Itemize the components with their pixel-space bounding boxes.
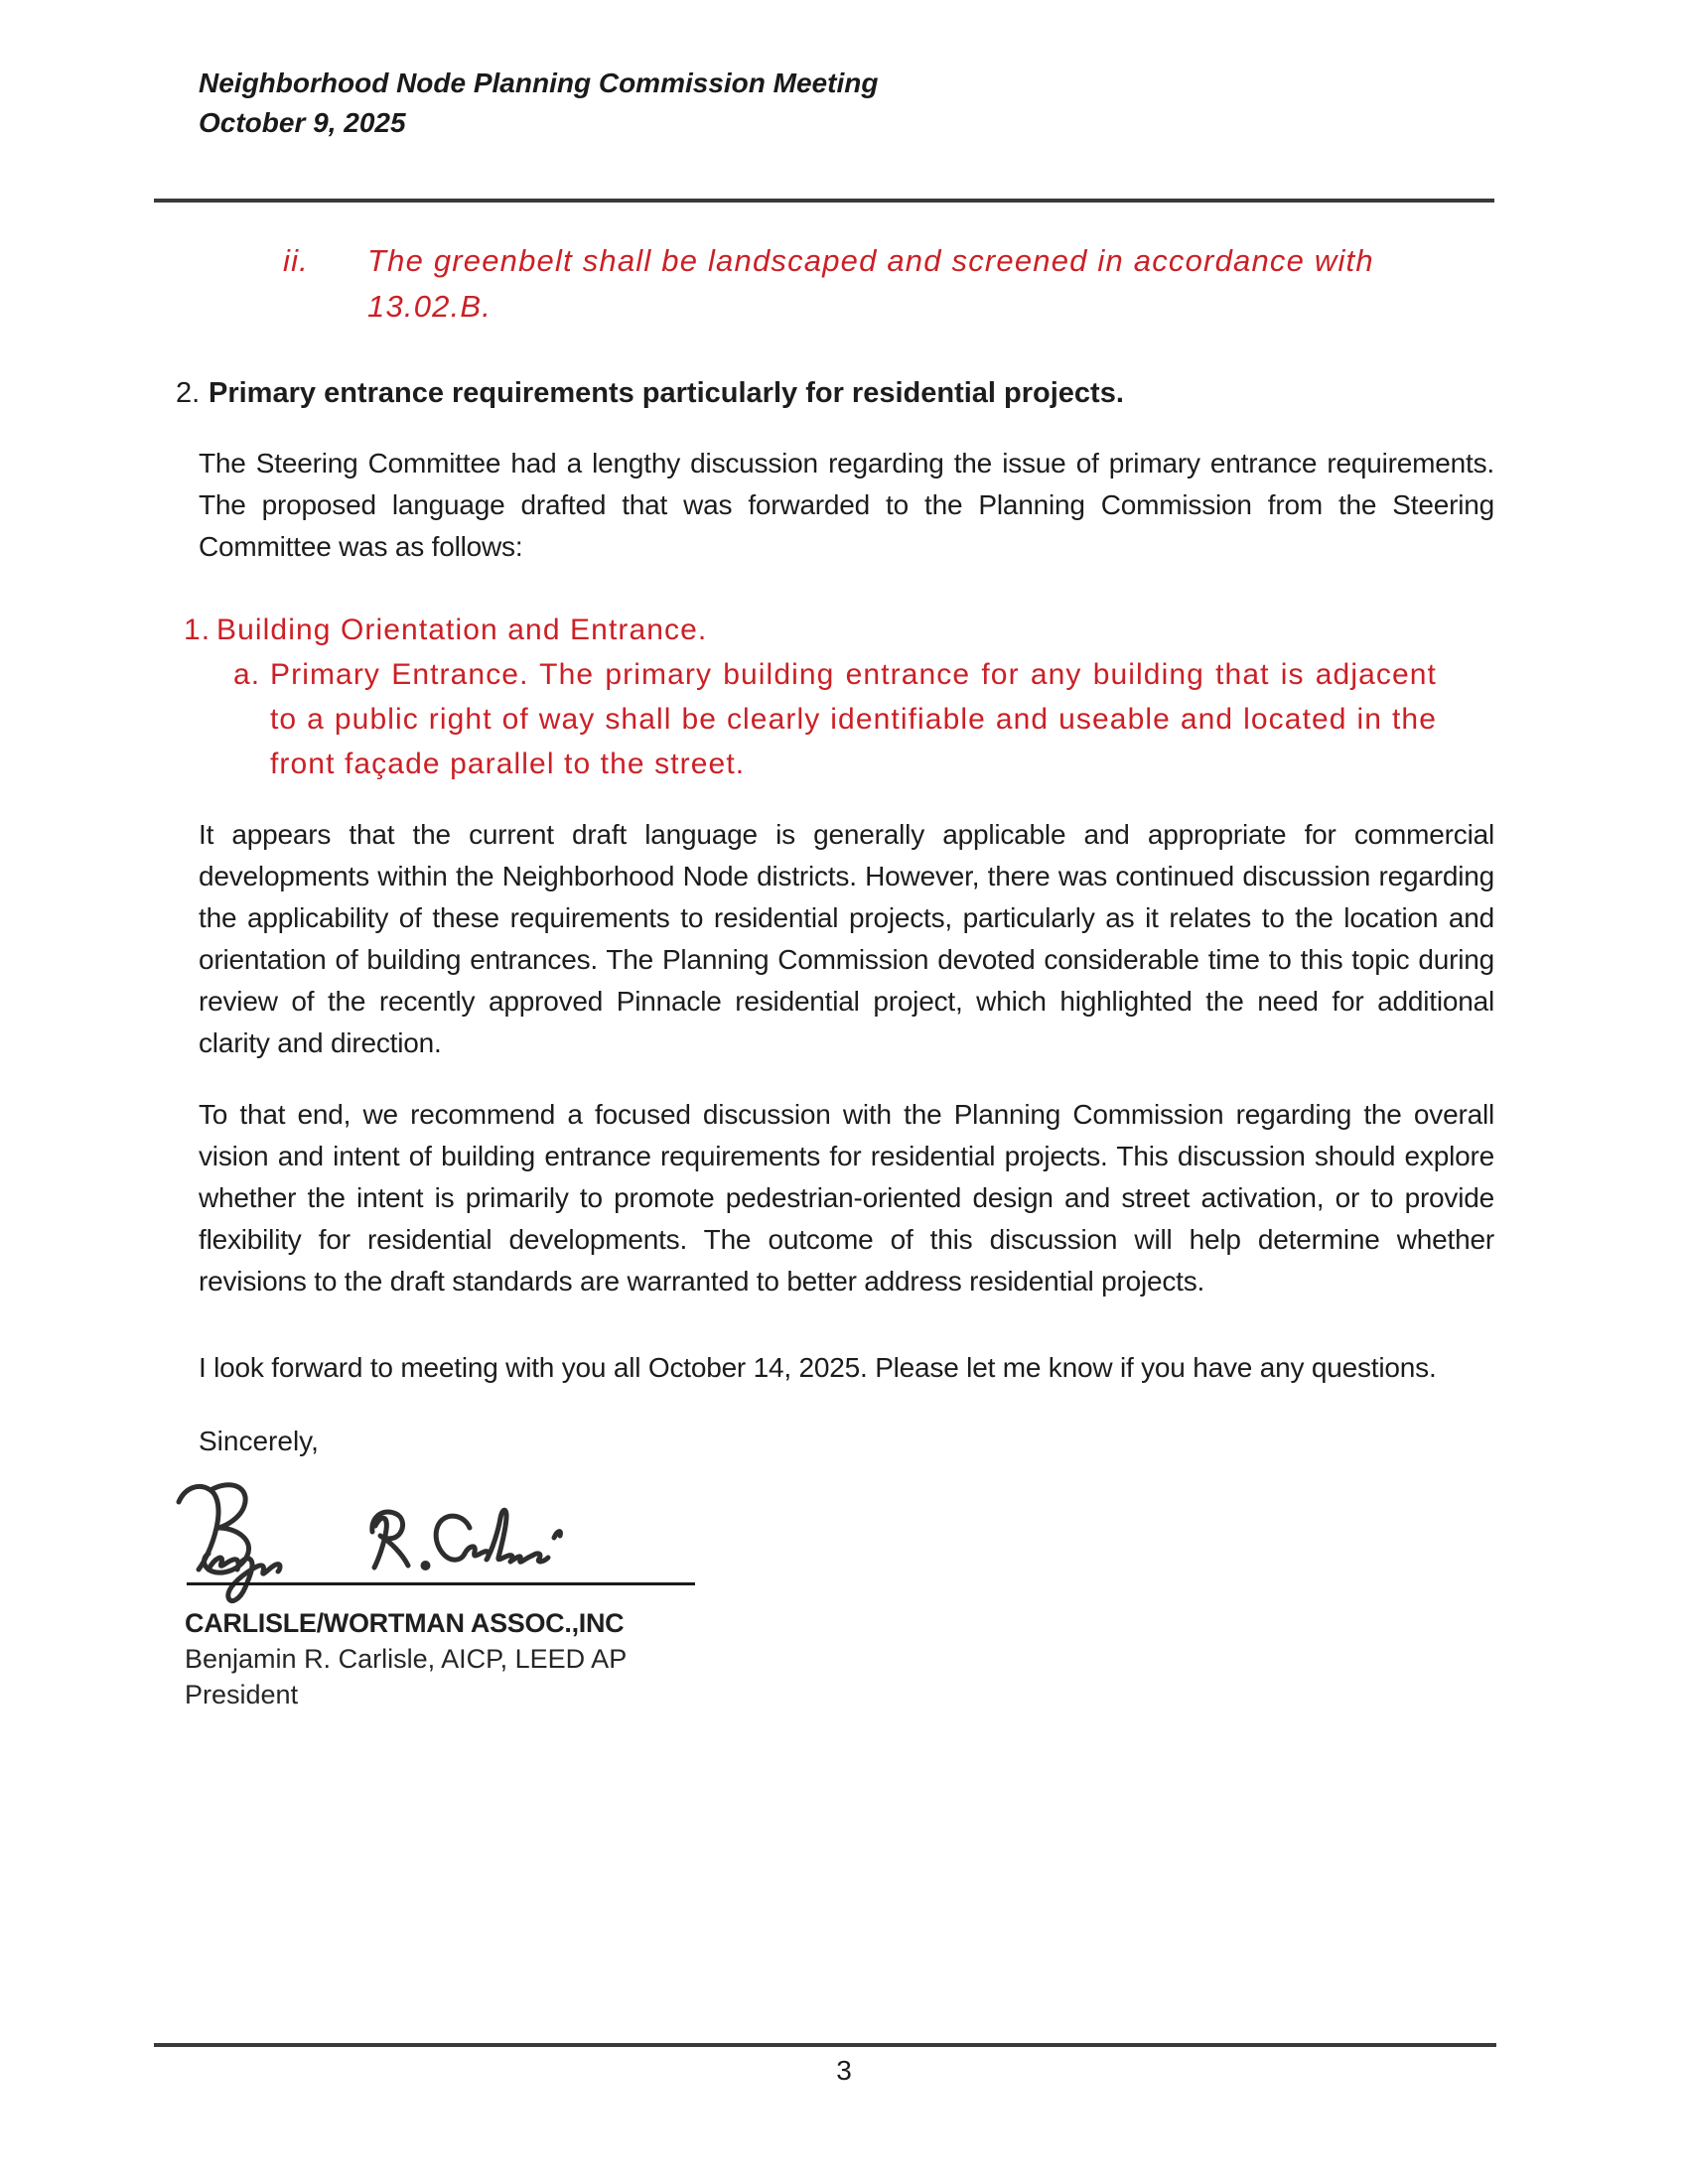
- section-heading-2: [176, 373, 1688, 413]
- salutation: Sincerely,: [199, 1426, 319, 1456]
- header-date: October 9, 2025: [199, 107, 406, 138]
- signature-area: [0, 1470, 1688, 1599]
- paragraph-closing: I look forward to meeting with you all October 14, 2025. Please let me know if you have any questions.: [199, 1352, 1437, 1383]
- list-item-1a: [233, 652, 1688, 786]
- excerpt-item-ii: [283, 238, 1688, 330]
- header-title: Neighborhood Node Planning Commission Meeting: [199, 68, 879, 98]
- signer-name: Benjamin R. Carlisle, AICP, LEED AP: [185, 1644, 628, 1674]
- header-divider: [154, 199, 1494, 203]
- excerpt-marker: ii.: [283, 243, 309, 278]
- section-heading-text: Primary entrance requirements particularly for residential projects.: [209, 377, 1124, 409]
- list-item-1: [184, 608, 1688, 652]
- list-item-1a-text: Primary Entrance. The primary building entrance for any building that is adjacent to a public right of way shall be clearly identifiable and useable and located in the front façade parallel to the street.: [270, 658, 1437, 780]
- page-header: [0, 0, 1688, 143]
- page-number: 3: [836, 2055, 852, 2086]
- draft-language-list: [0, 608, 1688, 786]
- signature-block: [185, 1605, 1688, 1712]
- excerpt-text: The greenbelt shall be landscaped and screened in accordance with 13.02.B.: [367, 243, 1374, 324]
- paragraph-recommendation: To that end, we recommend a focused discussion with the Planning Commission regarding the overall vision and intent of building entrance requirements for residential projects. This discussion should explore whether the intent is primarily to promote pedestrian-oriented design and street activation, or to provide flexibility for residential developments. The outcome of this discussion will help determine whether revisions to the draft standards are warranted to better address residential projects.: [199, 1099, 1494, 1297]
- paragraph-intro: The Steering Committee had a lengthy discussion regarding the issue of primary entrance requirements. The proposed language drafted that was forwarded to the Planning Commission from the Steering Committee was as follows:: [199, 448, 1494, 562]
- section-number: 2.: [176, 377, 201, 409]
- company-name: CARLISLE/WORTMAN ASSOC.,INC: [185, 1608, 625, 1638]
- list-item-1a-marker: a.: [233, 658, 261, 691]
- signature-line: [187, 1582, 695, 1585]
- signer-title: President: [185, 1680, 299, 1709]
- paragraph-analysis: It appears that the current draft language is generally applicable and appropriate for commercial developments within the Neighborhood Node districts. However, there was continued discussion regarding the applicability of these requirements to residential projects, particularly as it relates to the location and orientation of building entrances. The Planning Commission devoted considerable time to this topic during review of the recently approved Pinnacle residential project, which highlighted the need for additional clarity and direction.: [199, 819, 1494, 1058]
- list-item-1-text: Building Orientation and Entrance.: [216, 614, 708, 646]
- list-item-1-marker: 1.: [184, 614, 211, 646]
- footer-divider: [154, 2043, 1496, 2047]
